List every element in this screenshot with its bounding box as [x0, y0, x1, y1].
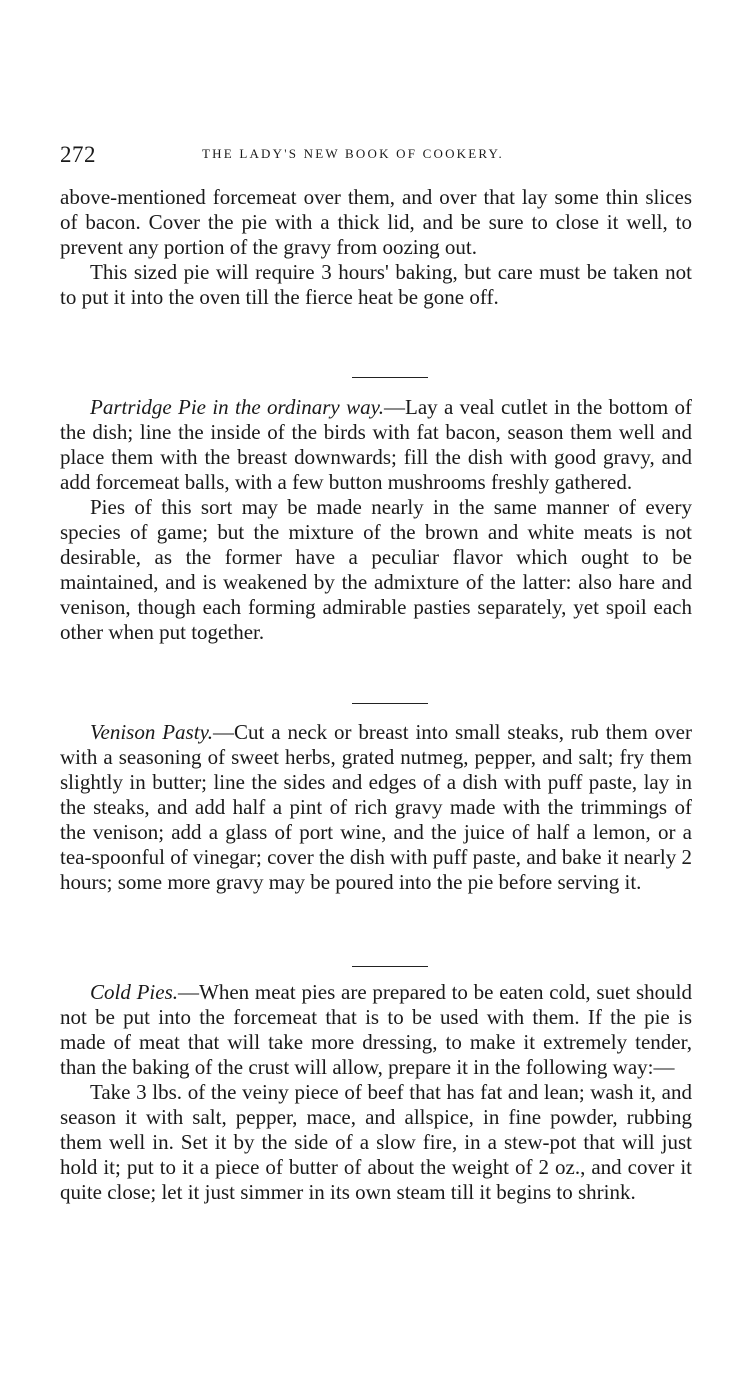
recipe-text-partridge: —Lay a veal cutlet in the bottom of the dish; line the inside of the birds with fat bacon, season them well and place them with the breast downwards; fill the dish with good gravy, and add forcemeat balls, with a few button mushrooms freshly gathered. — [60, 395, 692, 494]
paragraph-beef-preparation: Take 3 lbs. of the veiny piece of beef that has fat and lean; wash it, and season it with salt, pepper, mace, and allspice, in fine powder, rubbing them well in. Set it by the side of a slow fire, in a stew-pot that will just hold it; put to it a piece of butter of about the weight of 2 oz., and cover it quite close; let it just simmer in its own steam till it begins to shrink. — [60, 1080, 692, 1204]
paragraph-venison-recipe — [60, 720, 692, 895]
recipe-text-venison: —Cut a neck or breast into small steaks, rub them over with a seasoning of sweet herbs, grated nutmeg, pepper, and salt; fry them slightly in butter; line the sides and edges of a dish with puff paste, lay in the steaks, and add half a pint of rich gravy made with the trimmings of the venison; add a glass of port wine, and the juice of half a lemon, or a tea-spoonful of vinegar; cover the dish with puff paste, and bake it nearly 2 hours; some more gravy may be poured into the pie before serving it. — [60, 720, 692, 894]
running-title: THE LADY'S NEW BOOK OF COOKERY. — [202, 146, 504, 161]
page-number: 272 — [60, 142, 96, 167]
recipe-title-cold-pies: Cold Pies. — [90, 980, 178, 1004]
section-divider — [352, 966, 428, 967]
paragraph-partridge-recipe — [60, 395, 692, 495]
paragraph-cold-pies — [60, 980, 692, 1080]
paragraph-continuation: above-mentioned forcemeat over them, and over that lay some thin slices of bacon. Cover the pie with a thick lid, and be sure to close it well, to prevent any portion of the gravy from oozing out. — [60, 185, 692, 259]
page-header — [60, 142, 700, 172]
recipe-title-partridge: Partridge Pie in the ordinary way. — [90, 395, 384, 419]
paragraph-game-pies: Pies of this sort may be made nearly in the same manner of every species of game; but the mixture of the brown and white meats is not desirable, as the former have a peculiar flavor which ought to be maintained, and is weakened by the admixture of the latter: also hare and venison, though each forming admirable pasties separately, yet spoil each other when put together. — [60, 495, 692, 644]
section-cold-pies — [60, 980, 692, 1205]
recipe-text-cold-pies: —When meat pies are prepared to be eaten cold, suet should not be put into the forcemeat that is to be used with them. If the pie is made of meat that will take more dressing, to make it extremely tender, than the baking of the crust will allow, prepare it in the following way:— — [60, 980, 692, 1079]
paragraph-baking-note: This sized pie will require 3 hours' baking, but care must be taken not to put it into the oven till the fierce heat be gone off. — [60, 260, 692, 309]
section-divider — [352, 377, 428, 378]
recipe-title-venison: Venison Pasty. — [90, 720, 213, 744]
section-continuation — [60, 185, 692, 310]
section-partridge-pie — [60, 395, 692, 645]
section-divider — [352, 703, 428, 704]
section-venison-pasty — [60, 720, 692, 895]
